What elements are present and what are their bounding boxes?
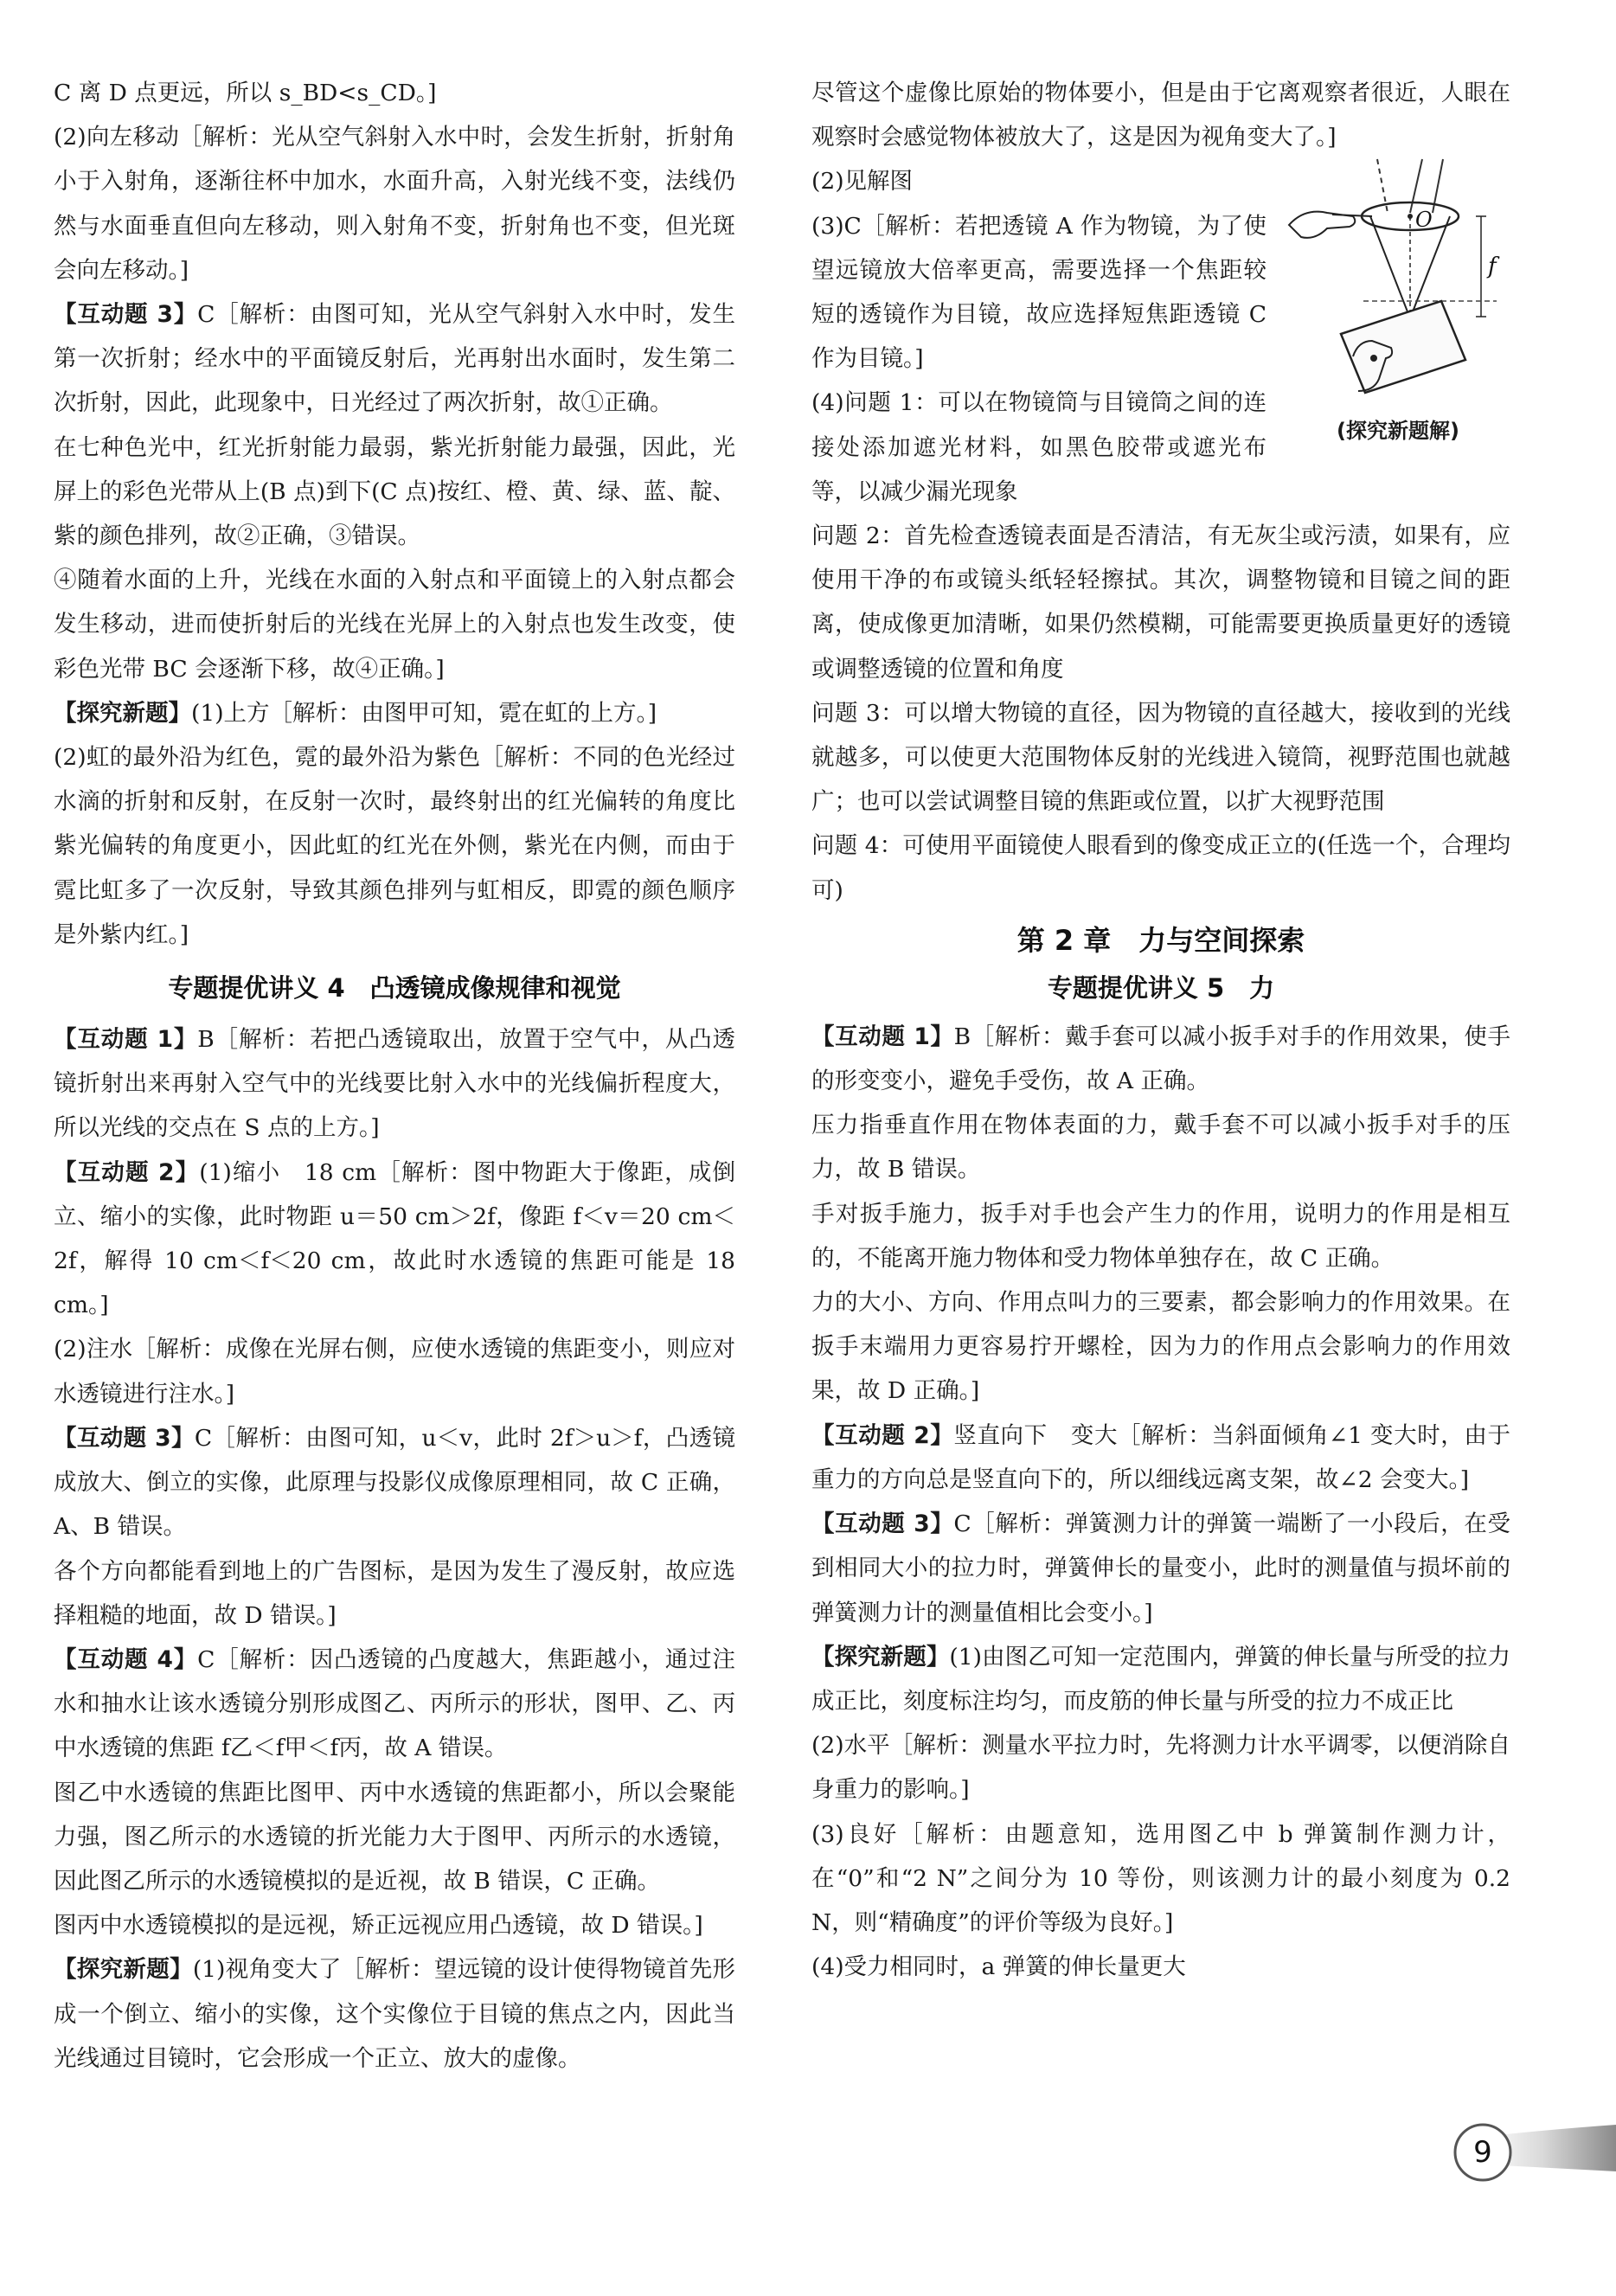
paragraph <box>811 1635 1510 1723</box>
paragraph <box>54 1017 735 1151</box>
paragraph: (2)向左移动［解析：光从空气斜射入水中时，会发生折射，折射角小于入射角，逐渐往杯中加水，水面升高，入射光线不变，法线仍然与水面垂直但向左移动，则入射角不变，折射角也不变，但光斑会向左移动。] <box>54 124 735 284</box>
paragraph <box>54 1416 735 1549</box>
paragraph <box>54 691 735 735</box>
telescope-diagram <box>1280 152 1516 412</box>
question-tag: 【互动题 3】 <box>54 1424 195 1452</box>
question-tag: 【互动题 4】 <box>54 1645 198 1673</box>
answer-text: 竖直向下 变大［解析：当斜面倾角∠1 变大时，由于重力的方向总是竖直向下的，所以细线远离支架，故∠2 会变大。] <box>811 1421 1510 1493</box>
answer-text: (1)缩小 18 cm［解析：图中物距大于像距，成倒立、缩小的实像，此时物距 u＝50 cm＞2f，像距 f＜v＝20 cm＜2f，解得 10 cm＜f＜20 cm，故此时水透镜的焦距可能是 18 cm。] <box>54 1158 735 1319</box>
figure-caption: (探究新题解) <box>1337 419 1459 444</box>
left-column <box>54 71 735 2081</box>
right-column <box>811 71 1510 1989</box>
paragraph <box>811 1015 1510 1103</box>
paragraph: C 离 D 点更远，所以 s_BD<s_CD。] <box>54 80 437 106</box>
question-tag: 【探究新题】 <box>54 1956 193 1984</box>
answer-text: (1)视角变大了［解析：望远镜的设计使得物镜首先形成一个倒立、缩小的实像，这个实像位于目镜的焦点之内，因此当光线通过目镜时，它会形成一个正立、放大的虚像。 <box>54 1956 735 2072</box>
section-heading: 专题提优讲义 5 力 <box>1047 972 1275 1003</box>
paragraph: 力的大小、方向、作用点叫力的三要素，都会影响力的作用效果。在扳手末端用力更容易拧开螺栓，因为力的作用点会影响力的作用效果，故 D 正确。] <box>811 1289 1510 1405</box>
question-tag: 【探究新题】 <box>54 699 191 727</box>
answer-text: C［解析：弹簧测力计的弹簧一端断了一小段后，在受到相同大小的拉力时，弹簧伸长的量变小，此时的测量值与损坏前的弹簧测力计的测量值相比会变小。] <box>811 1510 1511 1626</box>
paragraph: (2)水平［解析：测量水平拉力时，先将测力计水平调零，以便消除自身重力的影响。] <box>811 1732 1510 1804</box>
question-tag: 【互动题 3】 <box>54 301 198 329</box>
screen-card <box>1341 301 1465 393</box>
telescope-figure <box>1280 152 1516 452</box>
paragraph: 问题 4：可使用平面镜使人眼看到的像变成正立的(任选一个，合理均可) <box>811 832 1510 904</box>
answer-text: B［解析：戴手套可以减小扳手对手的作用效果，使手的形变变小，避免手受伤，故 A 正确。 <box>811 1023 1510 1095</box>
paragraph: ④随着水面的上升，光线在水面的入射点和平面镜上的入射点都会发生移动，进而使折射后的光线在光屏上的入射点也发生改变，使彩色光带 BC 会逐渐下移，故④正确。] <box>54 567 735 683</box>
question-tag: 【互动题 2】 <box>811 1421 954 1449</box>
paragraph: (3)C［解析：若把透镜 A 作为物镜，为了使望远镜放大倍率更高，需要选择一个焦距较短的透镜作为目镜，故应选择短焦距透镜 C 作为目镜。] <box>811 212 1267 373</box>
paragraph <box>811 1414 1510 1502</box>
answer-text: (1)上方［解析：由图甲可知，霓在虹的上方。] <box>191 699 657 727</box>
paragraph <box>54 292 735 426</box>
focal-length-label-f: f <box>1488 253 1497 280</box>
paragraph: 手对扳手施力，扳手对手也会产生力的作用，说明力的作用是相互的，不能离开施力物体和受力物体单独存在，故 C 正确。 <box>811 1200 1510 1272</box>
answer-text: C［解析：由图可知，光从空气斜射入水中时，发生第一次折射；经水中的平面镜反射后，光再射出水面时，发生第二次折射，因此，此现象中，日光经过了两次折射，故①正确。 <box>54 301 735 417</box>
paragraph: 在七种色光中，红光折射能力最弱，紫光折射能力最强，因此，光屏上的彩色光带从上(B 点)到下(C 点)按红、橙、黄、绿、蓝、靛、紫的颜色排列，故②正确，③错误。 <box>54 433 735 550</box>
paragraph: 问题 3：可以增大物镜的直径，因为物镜的直径越大，接收到的光线就越多，可以使更大范围物体反射的光线进入镜筒，视野范围也就越广；也可以尝试调整目镜的焦距或位置，以扩大视野范围 <box>811 699 1510 816</box>
paragraph <box>54 1638 735 1771</box>
paragraph: 图丙中水透镜模拟的是远视，矫正远视应用凸透镜，故 D 错误。] <box>54 1912 703 1940</box>
paragraph: 尽管这个虚像比原始的物体要小，但是由于它离观察者很近，人眼在观察时会感觉物体被放大了，这是因为视角变大了。] <box>811 80 1510 151</box>
paragraph <box>811 1502 1510 1635</box>
paragraph: 图乙中水透镜的焦距比图甲、丙中水透镜的焦距都小，所以会聚能力强，图乙所示的水透镜的折光能力大于图甲、丙所示的水透镜，因此图乙所示的水透镜模拟的是近视，故 B 错误，C 正确。 <box>54 1779 735 1895</box>
paragraph <box>54 1151 735 1328</box>
paragraph: 问题 2：首先检查透镜表面是否清洁，有无灰尘或污渍，如果有，应使用干净的布或镜头纸轻轻擦拭。其次，调整物镜和目镜之间的距离，使成像更加清晰，如果仍然模糊，可能需要更换质量更好的透镜或调整透镜的位置和角度 <box>811 523 1510 683</box>
paragraph: 各个方向都能看到地上的广告图标，是因为发生了漫反射，故应选择粗糙的地面，故 D 错误。] <box>54 1557 735 1629</box>
paragraph: 压力指垂直作用在物体表面的力，戴手套不可以减小扳手对手的压力，故 B 错误。 <box>811 1112 1510 1183</box>
answer-text: C［解析：因凸透镜的凸度越大，焦距越小，通过注水和抽水让该水透镜分别形成图乙、丙所示的形状，图甲、乙、丙中水透镜的焦距 f乙＜f甲＜f丙，故 A 错误。 <box>54 1645 735 1762</box>
question-tag: 【互动题 3】 <box>811 1510 954 1538</box>
paragraph: (2)虹的最外沿为红色，霓的最外沿为紫色［解析：不同的色光经过水滴的折射和反射，在反射一次时，最终射出的红光偏转的角度比紫光偏转的角度更小，因此虹的红光在外侧，紫光在内侧，而由于霓比虹多了一次反射，导致其颜色排列与虹相反，即霓的颜色顺序是外紫内红。] <box>54 744 735 948</box>
paragraph: (4)问题 1：可以在物镜筒与目镜筒之间的连接处添加遮光材料，如黑色胶带或遮光布等，以减少漏光现象 <box>811 389 1267 505</box>
focus-label-o: O <box>1415 208 1433 233</box>
paragraph: (3)良好［解析：由题意知，选用图乙中 b 弹簧制作测力计，在“0”和“2 N”之间分为 10 等份，则该测力计的最小刻度为 0.2 N，则“精确度”的评价等级为良好。] <box>811 1820 1510 1936</box>
paragraph <box>54 1947 735 2081</box>
paragraph: (2)注水［解析：成像在光屏右侧，应使水透镜的焦距变小，则应对水透镜进行注水。] <box>54 1336 735 1408</box>
chapter-heading: 第 2 章 力与空间探索 <box>1016 923 1305 957</box>
answer-text: C［解析：由图可知，u＜v，此时 2f＞u＞f，凸透镜成放大、倒立的实像，此原理与投影仪成像原理相同，故 C 正确，A、B 错误。 <box>54 1424 735 1541</box>
question-tag: 【互动题 1】 <box>54 1026 198 1054</box>
question-tag: 【互动题 1】 <box>811 1023 954 1050</box>
question-tag: 【互动题 2】 <box>54 1158 200 1186</box>
paragraph: (2)见解图 <box>811 168 914 196</box>
answer-text: (1)由图乙可知一定范围内，弹簧的伸长量与所受的拉力成正比，刻度标注均匀，而皮筋的伸长量与所受的拉力不成正比 <box>811 1643 1510 1715</box>
answer-text: B［解析：若把凸透镜取出，放置于空气中，从凸透镜折射出来再射入空气中的光线要比射入水中的光线偏折程度大，所以光线的交点在 S 点的上方。] <box>54 1026 735 1142</box>
page-number: 9 <box>1473 2135 1492 2170</box>
question-tag: 【探究新题】 <box>811 1643 950 1671</box>
section-heading: 专题提优讲义 4 凸透镜成像规律和视觉 <box>168 973 621 1004</box>
paragraph: (4)受力相同时，a 弹簧的伸长量更大 <box>811 1953 1186 1981</box>
